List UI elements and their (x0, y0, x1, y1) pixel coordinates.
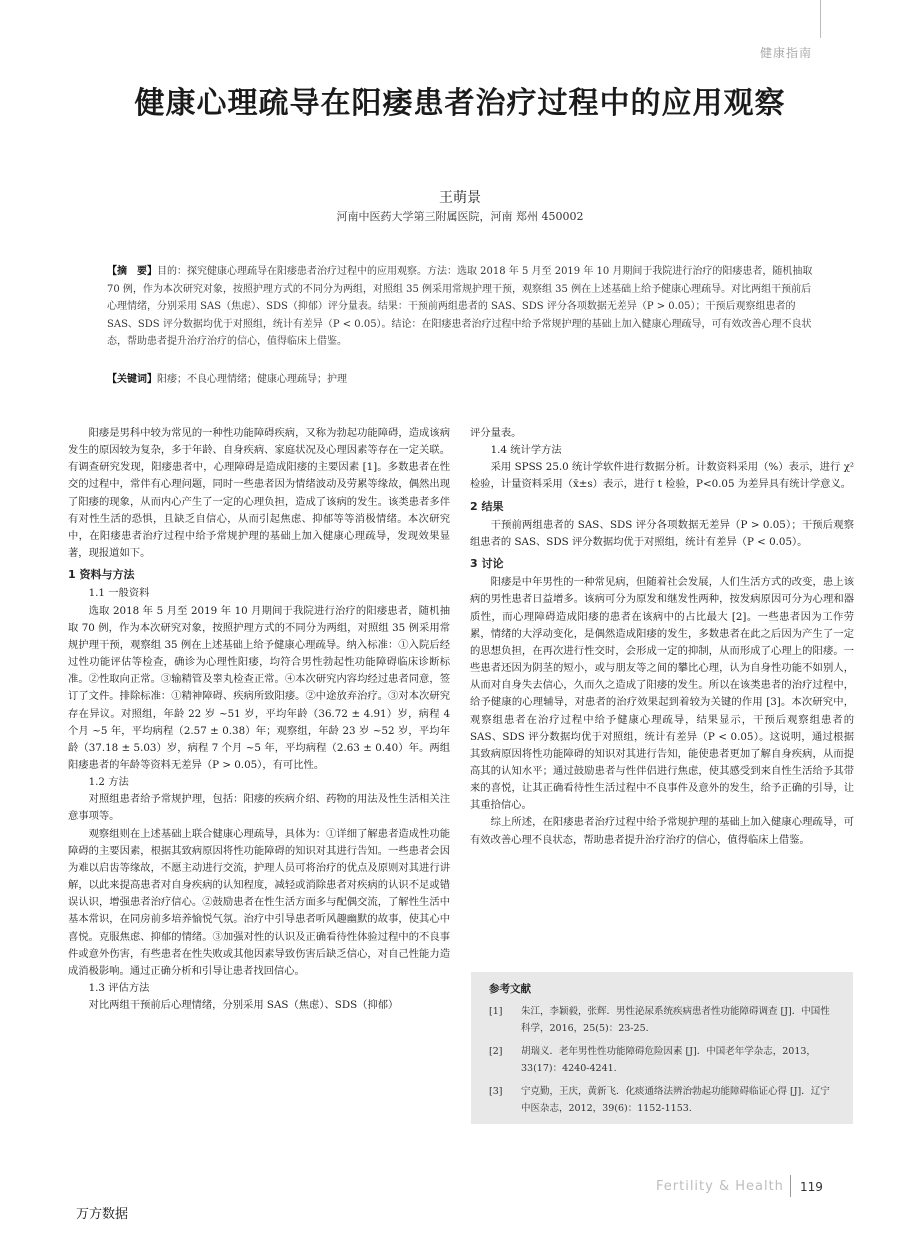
section-heading-2: 2 结果 (470, 499, 504, 513)
paragraph-1-2a: 对照组患者给予常规护理，包括：阳痿的疾病介绍、药物的用法及性生活相关注意事项等。 (68, 793, 450, 823)
paragraph-3b: 综上所述，在阳痿患者治疗过程中给予常规护理的基础上加入健康心理疏导，可有效改善心理不良状态，帮助患者提升治疗治疗的信心，值得临床上借鉴。 (470, 816, 854, 846)
publisher-watermark: 万方数据 (76, 1207, 129, 1222)
reference-text: 宁克勤，王庆，黄新飞．化痰通络法辨治勃起功能障碍临证心得 [J]．辽宁中医杂志，2012，39(6)：1152-1153. (521, 1086, 830, 1114)
abstract-label: 【摘 要】 (107, 266, 157, 277)
subsection-heading-1-3: 1.3 评估方法 (88, 982, 150, 994)
paragraph-3a: 阳痿是中年男性的一种常见病，但随着社会发展，人们生活方式的改变，患上该病的男性患者日益增多。该病可分为原发和继发性两种，按发病原因可分为心理和器质性，而心理障碍造成阳痿的患者在该病中的占比最大 [2]。一些患者因为工作劳累，情绪的大浮动变化，是偶然造成阳痿的发生，多数患者在此之后因为产生了一定的思想负担，在再次进行性交时，会形成一定的抑制，从而形成了心理上的阳痿。一些患者还因为阴茎的短小，或与朋友等之间的攀比心理，认为自身性功能不如别人，从而对自身失去信心，久而久之造成了阳痿的发生。所以在该类患者的治疗过程中，给予健康的心理辅导，对患者的治疗效果起到着较为关键的作用 [3]。本次研究中，观察组患者在治疗过程中给予健康心理疏导，结果显示，干预后观察组患者的 SAS、SDS 评分数据均优于对照组，统计有差异（P < 0.05）。这说明，通过根据其致病原因将性功能障碍的知识对其进行告知，能使患者更加了解自身疾病，从而提高其的认知水平；通过鼓励患者与性伴侣进行焦虑，使其感受到来自性生活给予其带来的喜悦，让其正确看待性生活过程中不良事件及意外的发生，给予正确的引导，让其重拾信心。 (470, 576, 854, 812)
paragraph-1-3-continued: 评分量表。 (470, 427, 522, 439)
references-box (471, 972, 853, 1124)
footer-divider (790, 1175, 791, 1197)
section-heading-3: 3 讨论 (470, 557, 504, 571)
page-number: 119 (800, 1180, 823, 1194)
reference-number: [1] (489, 1006, 503, 1017)
paragraph-1-2b: 观察组则在上述基础上联合健康心理疏导，具体为：①详细了解患者造成性功能障碍的主要因素，根据其致病原因将性功能障碍的知识对其进行告知。一些患者会因为难以启齿等缘故，不愿主动进行交流，护理人员可将治疗的优点及原则对其进行讲解，以此来提高患者对自身疾病的认知程度，减轻或消除患者对疾病的认识不足或错误认识，增强患者治疗信心。②鼓励患者在性生活方面多与配偶交流，了解性生活中基本常识，在同房前多培养愉悦气氛。治疗中引导患者听风趣幽默的故事，使其心中喜悦。克服焦虑、抑郁的情绪。③加强对性的认识及正确看待性体验过程中的不良事件或意外伤害，有些患者在性失败或其他因素导致伤害后缺乏信心，对自己性能力造成消极影响。通过正确分析和引导让患者找回信心。 (68, 827, 450, 977)
reference-number: [3] (489, 1086, 503, 1097)
reference-item (489, 1003, 839, 1037)
header-divider (820, 0, 821, 38)
right-column (470, 425, 854, 849)
section-heading-1: 1 资料与方法 (68, 568, 135, 582)
reference-text: 朱江，李颖毅，张辉．男性泌尿系统疾病患者性功能障碍调查 [J]．中国性科学，2016，25(5)：23-25. (521, 1006, 830, 1034)
paragraph-2: 干预前两组患者的 SAS、SDS 评分各项数据无差异（P > 0.05）；干预后观察组患者的 SAS、SDS 评分数据均优于对照组，统计有差异（P < 0.05）。 (470, 518, 854, 548)
paragraph-1-3: 对比两组干预前后心理情绪，分别采用 SAS（焦虑）、SDS（抑郁） (88, 999, 399, 1012)
paragraph-1-1: 选取 2018 年 5 月至 2019 年 10 月期间于我院进行治疗的阳痿患者，随机抽取 70 例，作为本次研究对象，按照护理方式的不同分为两组，对照组 35 例采用常规护理干预，观察组 35 例在上述基础上给予健康心理疏导。纳入标准：①入院后经过性功能评估等检查，确诊为心理性阳痿，均符合男性勃起性功能障碍临床诊断标准。②性取向正常。③输精管及睾丸检查正常。④本次研究内容均经过患者同意，签订了文件。排除标准：①精神障碍、疾病所致阳痿。②中途放弃治疗。③对本次研究存在异议。对照组，年龄 22 岁 ~51 岁，平均年龄（36.72 ± 4.91）岁，病程 4 个月 ~5 年，平均病程（2.57 ± 0.38）年；观察组，年龄 23 岁 ~52 岁，平均年龄（37.18 ± 5.03）岁，病程 7 个月 ~5 年，平均病程（2.63 ± 0.40）年。两组阳痿患者的年龄等资料无差异（P > 0.05），有可比性。 (68, 604, 450, 771)
reference-item (489, 1043, 839, 1077)
subsection-heading-1-1: 1.1 一般资料 (88, 587, 150, 600)
keywords-label: 【关键词】 (107, 374, 157, 385)
reference-item (489, 1083, 839, 1117)
abstract (107, 263, 817, 351)
reference-number: [2] (489, 1046, 503, 1057)
keywords (107, 371, 817, 388)
abstract-text: 目的：探究健康心理疏导在阳痿患者治疗过程中的应用观察。方法：选取 2018 年 5 月至 2019 年 10 月期间于我院进行治疗的阳痿患者，随机抽取 70 例，作为本次研究对象，按照护理方式的不同分为两组，对照组 35 例采用常规护理干预，观察组 35 例在上述基础上给予健康心理疏导。对比两组干预前后心理情绪，分别采用 SAS（焦虑）、SDS（抑郁）评分量表。结果：干预前两组患者的 SAS、SDS 评分各项数据无差异（P > 0.05）；干预后观察组患者的 SAS、SDS 评分数据均优于对照组，统计有差异（P < 0.05）。结论：在阳痿患者治疗过程中给予常规护理的基础上加入健康心理疏导，可有效改善心理不良状态，帮助患者提升治疗治疗的信心，值得临床上借鉴。 (107, 266, 813, 347)
keywords-text: 阳痿；不良心理情绪；健康心理疏导；护理 (157, 374, 347, 385)
reference-text: 胡瑞义．老年男性性功能障碍危险因素 [J]．中国老年学杂志，2013，33(17)：4240-4241. (521, 1046, 816, 1074)
intro-paragraph: 阳痿是男科中较为常见的一种性功能障碍疾病，又称为勃起功能障碍，造成该病发生的原因较为复杂，多于年龄、自身疾病、家庭状况及心理因素等存在一定关联。有调查研究发现，阳痿患者中，心理障碍是造成阳痿的主要因素 [1]。多数患者在性交的过程中，常伴有心理问题，同时一些患者因为情绪波动及劳累等缘故，偶然出现了阳痿的现象，从而内心产生了一定的心理负担，造成了该病的发生。该类患者多伴有对性生活的恐惧，且缺乏自信心，从而引起焦虑、抑郁等等消极情绪。本次研究中，在阳痿患者治疗过程中给予常规护理的基础上加入健康心理疏导，发现效果显著，现报道如下。 (68, 427, 450, 560)
author-affiliation: 河南中医药大学第三附属医院，河南 郑州 450002 (336, 210, 584, 223)
paragraph-1-4: 采用 SPSS 25.0 统计学软件进行数据分析。计数资料采用（%）表示，进行 χ² 检验，计量资料采用（x̄±s）表示，进行 t 检验，P<0.05 为差异具有统计学意义。 (470, 461, 854, 491)
section-label: 健康指南 (759, 46, 812, 60)
references-title: 参考文献 (489, 983, 531, 995)
article-title: 健康心理疏导在阳痿患者治疗过程中的应用观察 (134, 86, 786, 121)
subsection-heading-1-2: 1.2 方法 (88, 776, 129, 789)
subsection-heading-1-4: 1.4 统计学方法 (490, 444, 562, 457)
left-column (68, 425, 450, 1014)
author-name: 王萌景 (439, 190, 481, 206)
journal-name: Fertility & Health (656, 1179, 784, 1194)
